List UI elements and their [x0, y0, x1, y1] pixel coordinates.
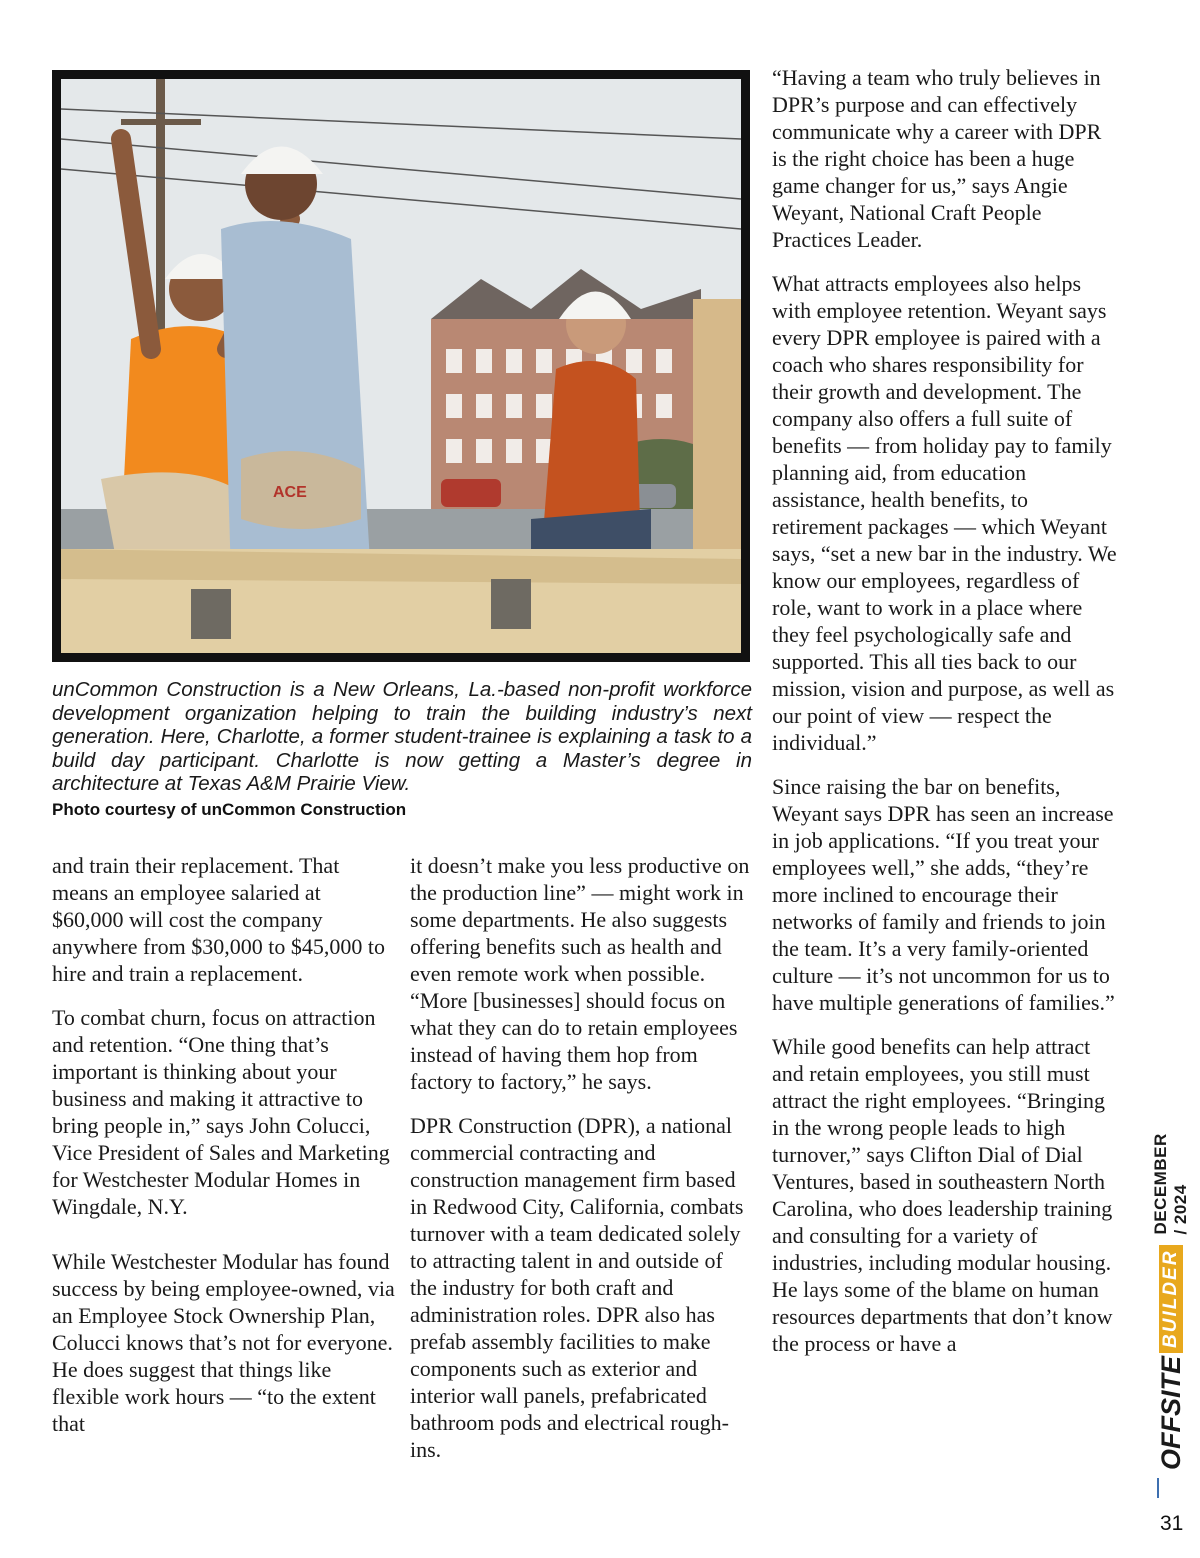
article-column-left [52, 852, 397, 1454]
brand-name-offsite: OFFSITE [1155, 1356, 1186, 1470]
paragraph: Since raising the bar on benefits, Weyant says DPR has seen an increase in job applications. “If you treat your employees well,” she adds, “they’re more inclined to encourage their networks of family and friends to join the team. It’s a very family-oriented culture — it’s not uncommon for us to have multiple generations of families.” [772, 774, 1115, 1015]
photo-caption: unCommon Construction is a New Orleans, La.-based non-profit workforce development organization helping to train the building industry’s next generation. Here, Charlotte, a former student-trainee is explaining a task to a build day participant. Charlotte is now getting a Master’s degree in architecture at Texas A&M Prairie View. [52, 678, 752, 795]
article-column-middle [410, 852, 755, 1480]
brand-name-builder: BUILDER [1159, 1245, 1183, 1353]
photo-credit: Photo courtesy of unCommon Construction [52, 800, 407, 819]
article-column-right [772, 64, 1117, 1374]
paragraph: What attracts employees also helps with employee retention. Weyant says every DPR employee is paired with a coach who shares responsibility for their growth and development. The company also offers a full suite of benefits — from holiday pay to family planning aid, from education assistance, health benefits, to retirement packages — which Weyant says, “set a new bar in the industry. We know our employees, regardless of role, want to work in a place where they feel psychologically safe and supported. This all ties back to our mission, vision and purpose, as well as our point of view — respect the individual.” [772, 271, 1117, 755]
paragraph: and train their replacement. That means an employee salaried at $60,000 will cost the company anywhere from $30,000 to $45,000 to hire and train a replacement. [52, 853, 385, 986]
issue-date: DECEMBER / 2024 [1151, 1133, 1190, 1235]
spine-divider [1157, 1478, 1159, 1498]
magazine-spine-footer [1150, 1125, 1192, 1470]
paragraph: To combat churn, focus on attraction and retention. “One thing that’s important is thinking about your business and making it attractive to bring people in,” says John Colucci, Vice President of Sales and Marketing for Westchester Modular Homes in Wingdale, N.Y. [52, 1005, 390, 1219]
vest-logo-text: ACE [273, 484, 307, 501]
paragraph: While Westchester Modular has found success by being employee-owned, via an Employee Stock Ownership Plan, Colucci knows that’s not for everyone. He does suggest that things like flexible work hours — “to the extent that [52, 1249, 395, 1436]
paragraph: DPR Construction (DPR), a national commercial contracting and construction management firm based in Redwood City, California, combats turnover with a team dedicated solely to attracting talent in and outside of the industry for both craft and administration roles. DPR also has prefab assembly facilities to make components such as exterior and interior wall panels, prefabricated bathroom pods and electrical rough-ins. [410, 1113, 744, 1462]
page-number: 31 [1160, 1512, 1184, 1535]
paragraph: “Having a team who truly believes in DPR’s purpose and can effectively communicate why a career with DPR is the right choice has been a huge game changer for us,” says Angie Weyant, National Craft People Practices Leader. [772, 65, 1102, 252]
construction-training-photo [61, 79, 741, 653]
paragraph: it doesn’t make you less productive on the production line” — might work in some departments. He also suggests offering benefits such as health and even remote work when possible. “More [businesses] should focus on what they can do to retain employees instead of having them hop from factory to factory,” he says. [410, 853, 750, 1094]
paragraph: While good benefits can help attract and retain employees, you still must attract the right employees. “Bringing in the wrong people leads to high turnover,” says Clifton Dial of Dial Ventures, based in southeastern North Carolina, who does leadership training and consulting for a variety of industries, including modular housing. He lays some of the blame on human resources departments that don’t know the process or have a [772, 1034, 1113, 1356]
article-photo-frame [52, 70, 750, 662]
